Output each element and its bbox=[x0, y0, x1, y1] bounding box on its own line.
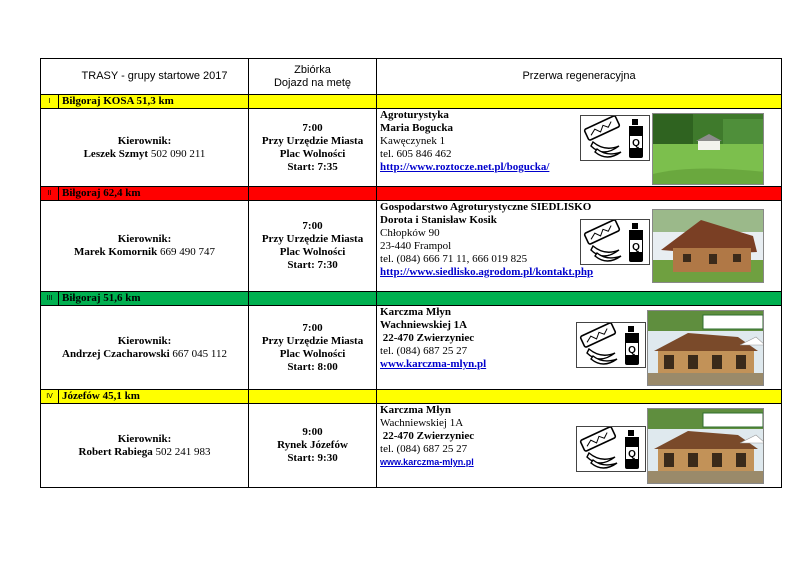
energy-bar-icon bbox=[580, 427, 616, 452]
stop-cell bbox=[377, 109, 782, 187]
refreshment-icons bbox=[580, 115, 650, 161]
meeting-time: 9:00 bbox=[302, 426, 323, 438]
drink-bottle-icon bbox=[629, 119, 643, 158]
stop-address: Chłopków 90 bbox=[380, 227, 440, 239]
group-row-2 bbox=[41, 201, 782, 292]
header-meet-line2: Dojazd na metę bbox=[273, 76, 352, 89]
photo-karczma-pavilion bbox=[647, 408, 764, 484]
leader-cell bbox=[41, 306, 249, 390]
leader-label: Kierownik: bbox=[117, 233, 172, 245]
meeting-place: Przy Urzędzie Miasta bbox=[261, 134, 364, 147]
stop-name: Karczma Młyn bbox=[380, 306, 451, 318]
meeting-cell bbox=[249, 404, 377, 488]
band-cell bbox=[249, 390, 377, 404]
stop-link[interactable]: http://www.siedlisko.agrodom.pl/kontakt.php bbox=[380, 266, 594, 278]
header-meet bbox=[249, 59, 377, 95]
leader-name: Andrzej Czacharowski bbox=[62, 347, 170, 360]
stop-owner: Maria Bogucka bbox=[380, 122, 454, 134]
group-band-1 bbox=[41, 95, 782, 109]
stop-phone: tel. 605 846 462 bbox=[380, 148, 452, 160]
drink-bottle-letter: Q bbox=[632, 138, 640, 149]
drink-bottle-icon bbox=[629, 223, 643, 262]
refreshment-icons bbox=[576, 322, 646, 368]
meeting-time: 7:00 bbox=[302, 220, 323, 232]
leader-cell bbox=[41, 109, 249, 187]
stop-city: 22-470 Zwierzyniec bbox=[380, 430, 475, 442]
group-band-4 bbox=[41, 390, 782, 404]
leader-label: Kierownik: bbox=[117, 432, 172, 445]
stop-name: Agroturystyka bbox=[380, 109, 449, 121]
refreshment-icons bbox=[580, 219, 650, 265]
stop-cell bbox=[377, 306, 782, 390]
stop-city: 23-440 Frampol bbox=[380, 240, 452, 252]
stop-link[interactable]: http://www.roztocze.net.pl/bogucka/ bbox=[380, 161, 550, 173]
meeting-place: Przy Urzędzie Miasta bbox=[261, 233, 364, 245]
group-route: Józefów 45,1 km bbox=[59, 390, 249, 404]
start-time: Start: 8:00 bbox=[287, 360, 338, 373]
group-route: Biłgoraj KOSA 51,3 km bbox=[59, 95, 249, 109]
group-route: Biłgoraj 62,4 km bbox=[59, 187, 249, 201]
table-header bbox=[41, 59, 782, 95]
group-number: II bbox=[41, 187, 59, 201]
energy-bar-icon bbox=[580, 323, 616, 348]
drink-bottle-icon bbox=[625, 326, 639, 365]
group-route: Biłgoraj 51,6 km bbox=[59, 292, 249, 306]
drink-bottle-icon bbox=[625, 430, 639, 469]
stop-link[interactable]: www.karczma-mlyn.pl bbox=[380, 457, 474, 467]
band-cell bbox=[377, 292, 782, 306]
bananas-icon bbox=[587, 349, 617, 364]
stop-name: Gospodarstwo Agroturystyczne SIEDLISKO bbox=[380, 201, 592, 213]
stop-street: Wachniewskiej 1A bbox=[380, 319, 468, 331]
photo-karczma-pavilion bbox=[647, 310, 764, 386]
header-meet-line1: Zbiórka bbox=[294, 63, 331, 76]
energy-bar-icon bbox=[584, 116, 620, 141]
band-cell bbox=[249, 187, 377, 201]
group-band-3 bbox=[41, 292, 782, 306]
drink-bottle-letter: Q bbox=[628, 345, 636, 356]
meeting-place: Rynek Józefów bbox=[277, 439, 348, 451]
bananas-icon bbox=[591, 142, 621, 157]
leader-phone: 502 241 983 bbox=[155, 445, 211, 458]
group-band-2 bbox=[41, 187, 782, 201]
photo-farm-meadow bbox=[652, 113, 764, 185]
leader-phone: 502 090 211 bbox=[150, 147, 206, 160]
leader-name: Leszek Szmyt bbox=[83, 147, 149, 160]
bananas-icon bbox=[587, 453, 617, 468]
band-cell bbox=[249, 95, 377, 109]
meeting-time: 7:00 bbox=[302, 121, 323, 134]
leader-phone: 667 045 112 bbox=[172, 347, 227, 360]
drink-bottle-letter: Q bbox=[632, 242, 640, 253]
stop-city: 22-470 Zwierzyniec bbox=[380, 332, 475, 344]
group-number: IV bbox=[41, 390, 59, 404]
stop-cell bbox=[377, 201, 782, 292]
leader-cell bbox=[41, 404, 249, 488]
meeting-place-2: Plac Wolności bbox=[279, 347, 346, 360]
leader-cell bbox=[41, 201, 249, 292]
meeting-place-2: Plac Wolności bbox=[279, 246, 346, 258]
stop-phone: tel. (084) 687 25 27 bbox=[380, 345, 468, 357]
group-row-1 bbox=[41, 109, 782, 187]
header-routes: TRASY - grupy startowe 2017 bbox=[41, 59, 249, 95]
meeting-time: 7:00 bbox=[302, 321, 323, 334]
meeting-cell bbox=[249, 201, 377, 292]
stop-phone: tel. (084) 687 25 27 bbox=[380, 443, 468, 455]
stop-cell bbox=[377, 404, 782, 488]
meeting-cell bbox=[249, 306, 377, 390]
start-time: Start: 7:30 bbox=[287, 259, 338, 271]
start-time: Start: 7:35 bbox=[287, 160, 338, 173]
band-cell bbox=[377, 187, 782, 201]
stop-owner: Dorota i Stanisław Kosik bbox=[380, 214, 497, 226]
refreshment-icons bbox=[576, 426, 646, 472]
drink-bottle-letter: Q bbox=[628, 449, 636, 460]
leader-name: Marek Komornik bbox=[74, 246, 158, 258]
bananas-icon bbox=[591, 246, 621, 261]
stop-street: Wachniewskiej 1A bbox=[380, 417, 464, 429]
stop-address: Kawęczynek 1 bbox=[380, 135, 446, 147]
leader-name: Robert Rabiega bbox=[78, 445, 153, 458]
stop-link[interactable]: www.karczma-mlyn.pl bbox=[380, 358, 487, 370]
group-number: III bbox=[41, 292, 59, 306]
stop-name: Karczma Młyn bbox=[380, 404, 451, 416]
routes-table bbox=[40, 58, 782, 488]
meeting-cell bbox=[249, 109, 377, 187]
meeting-place-2: Plac Wolności bbox=[279, 147, 346, 160]
group-row-4 bbox=[41, 404, 782, 488]
band-cell bbox=[377, 390, 782, 404]
header-break: Przerwa regeneracyjna bbox=[377, 59, 782, 95]
meeting-place: Przy Urzędzie Miasta bbox=[261, 334, 364, 347]
leader-label: Kierownik: bbox=[117, 134, 172, 147]
group-number: I bbox=[41, 95, 59, 109]
stop-phone: tel. (084) 666 71 11, 666 019 825 bbox=[380, 253, 528, 265]
band-cell bbox=[249, 292, 377, 306]
band-cell bbox=[377, 95, 782, 109]
start-time: Start: 9:30 bbox=[287, 452, 338, 464]
energy-bar-icon bbox=[584, 220, 620, 245]
group-row-3 bbox=[41, 306, 782, 390]
leader-phone: 669 490 747 bbox=[159, 246, 215, 258]
leader-label: Kierownik: bbox=[117, 334, 172, 347]
photo-wooden-house bbox=[652, 209, 764, 283]
